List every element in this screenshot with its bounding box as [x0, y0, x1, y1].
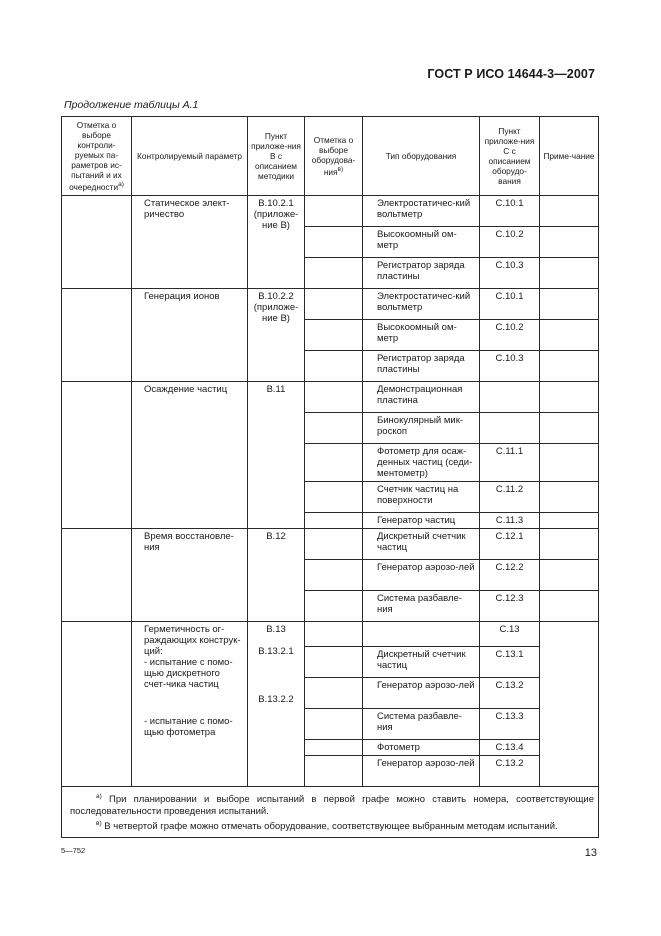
hermetic-sub2-method: В.13.2.2 — [258, 694, 294, 705]
note-cell — [540, 320, 599, 351]
equipment-selection-cell — [305, 513, 363, 529]
equipment-type-cell: Регистратор заряда пластины — [363, 351, 480, 382]
equipment-table — [61, 116, 599, 838]
footnotes-cell — [62, 787, 599, 838]
note-cell — [540, 529, 599, 560]
method-cell: В.10.2.2 (приложе-ние В) — [248, 289, 305, 382]
equipment-selection-cell — [305, 529, 363, 560]
equipment-type-cell: Электростатичес-кий вольтметр — [363, 289, 480, 320]
note-cell — [540, 482, 599, 513]
equipment-type-cell: Фотометр для осаж-денных частиц (седи-ментометр) — [363, 444, 480, 482]
note-cell — [540, 513, 599, 529]
equipment-selection-cell — [305, 351, 363, 382]
hermetic-param-main: Герметичность ог-раждающих конструк-ций: — [144, 624, 241, 657]
method-cell — [248, 622, 305, 787]
equipment-ref-cell — [480, 382, 540, 413]
hermetic-sub1-label: - испытание с помо-щью дискретного счет-чика частиц — [144, 657, 233, 690]
equipment-ref-cell: С.12.3 — [480, 591, 540, 622]
print-code: 5—752 — [61, 846, 86, 855]
equipment-ref-cell: С.10.3 — [480, 258, 540, 289]
selection-cell — [62, 289, 132, 382]
parameter-cell: Статическое элект-ричество — [132, 196, 248, 289]
equipment-ref-cell: С.10.1 — [480, 196, 540, 227]
parameter-cell: Время восстановле-ния — [132, 529, 248, 622]
method-cell: В.11 — [248, 382, 305, 529]
col-header-equipment-selection: Отметка о выборе оборудова-ния$^{в)}$ — [305, 117, 363, 196]
note-cell — [540, 196, 599, 227]
hermetic-sub2-label: - испытание с помо-щью фотометра — [144, 716, 233, 738]
equipment-selection-cell — [305, 709, 363, 740]
equipment-type-cell: Дискретный счетчик частиц — [363, 647, 480, 678]
note-cell — [540, 591, 599, 622]
equipment-type-cell: Система разбавле-ния — [363, 709, 480, 740]
method-cell: В.10.2.1 (приложе-ние В) — [248, 196, 305, 289]
table-row — [62, 196, 599, 227]
equipment-type-cell: Высокоомный ом-метр — [363, 227, 480, 258]
selection-cell — [62, 196, 132, 289]
equipment-ref-cell — [480, 413, 540, 444]
note-cell — [540, 622, 599, 787]
equipment-ref-cell: С.10.1 — [480, 289, 540, 320]
table-row — [62, 289, 599, 320]
equipment-ref-cell: С.11.2 — [480, 482, 540, 513]
equipment-type-cell: Генератор аэрозо-лей — [363, 560, 480, 591]
page-number: 13 — [584, 847, 597, 859]
col-header-method: Пункт приложе-ния В с описанием методики — [248, 117, 305, 196]
table-row — [62, 622, 599, 647]
equipment-selection-cell — [305, 196, 363, 227]
col-header-parameter: Контролируемый параметр — [132, 117, 248, 196]
equipment-selection-cell — [305, 382, 363, 413]
equipment-type-cell: Дискретный счетчик частиц — [363, 529, 480, 560]
parameter-cell — [132, 622, 248, 787]
equipment-ref-cell: С.11.3 — [480, 513, 540, 529]
equipment-ref-cell: С.13.3 — [480, 709, 540, 740]
table-row — [62, 382, 599, 413]
col-header-note: Приме-чание — [540, 117, 599, 196]
equipment-ref-cell: С.13.2 — [480, 678, 540, 709]
equipment-ref-cell: С.12.2 — [480, 560, 540, 591]
equipment-ref-cell: С.10.2 — [480, 320, 540, 351]
selection-cell — [62, 382, 132, 529]
equipment-type-cell: Генератор частиц — [363, 513, 480, 529]
col-header-selection: Отметка о выборе контроли-руемых па-раметров ис-пытаний и их очередности$^{а)}$ — [62, 117, 132, 196]
method-cell: В.12 — [248, 529, 305, 622]
note-cell — [540, 258, 599, 289]
equipment-type-cell: Система разбавле-ния — [363, 591, 480, 622]
note-cell — [540, 560, 599, 591]
equipment-selection-cell — [305, 622, 363, 647]
selection-cell — [62, 622, 132, 787]
parameter-cell: Осаждение частиц — [132, 382, 248, 529]
equipment-selection-cell — [305, 227, 363, 258]
equipment-selection-cell — [305, 591, 363, 622]
parameter-cell: Генерация ионов — [132, 289, 248, 382]
note-cell — [540, 227, 599, 258]
equipment-selection-cell — [305, 740, 363, 756]
equipment-type-cell: Счетчик частиц на поверхности — [363, 482, 480, 513]
equipment-table-container — [61, 116, 599, 838]
note-cell — [540, 289, 599, 320]
note-cell — [540, 413, 599, 444]
equipment-type-cell — [363, 622, 480, 647]
equipment-selection-cell — [305, 258, 363, 289]
document-header: ГОСТ Р ИСО 14644-3—2007 — [427, 67, 595, 81]
equipment-selection-cell — [305, 413, 363, 444]
equipment-selection-cell — [305, 289, 363, 320]
equipment-ref-cell: С.13 — [480, 622, 540, 647]
equipment-selection-cell — [305, 647, 363, 678]
equipment-type-cell: Высокоомный ом-метр — [363, 320, 480, 351]
equipment-selection-cell — [305, 678, 363, 709]
equipment-type-cell: Генератор аэрозо-лей — [363, 678, 480, 709]
equipment-ref-cell: С.12.1 — [480, 529, 540, 560]
footnote-a: $^{а)}$ При планировании и выборе испытаний в первой графе можно ставить номера, соответствующие последовательности проведения испытаний. — [70, 793, 595, 818]
equipment-selection-cell — [305, 756, 363, 787]
col-header-equipment-type: Тип оборудования — [363, 117, 480, 196]
equipment-type-cell: Регистратор заряда пластины — [363, 258, 480, 289]
table-caption: Продолжение таблицы А.1 — [64, 99, 199, 111]
footnote-b: $^{в)}$ В четвертой графе можно отмечать оборудование, соответствующее выбранным методам испытаний. — [96, 820, 558, 833]
equipment-type-cell: Электростатичес-кий вольтметр — [363, 196, 480, 227]
equipment-selection-cell — [305, 444, 363, 482]
table-footnotes-row — [62, 787, 599, 838]
equipment-ref-cell: С.10.3 — [480, 351, 540, 382]
equipment-ref-cell: С.10.2 — [480, 227, 540, 258]
equipment-type-cell: Генератор аэрозо-лей — [363, 756, 480, 787]
equipment-ref-cell: С.13.1 — [480, 647, 540, 678]
hermetic-method-main: В.13 — [266, 624, 286, 635]
table-header-row — [62, 117, 599, 196]
table-row — [62, 529, 599, 560]
equipment-selection-cell — [305, 320, 363, 351]
hermetic-sub1-method: В.13.2.1 — [258, 646, 294, 657]
note-cell — [540, 444, 599, 482]
equipment-selection-cell — [305, 482, 363, 513]
note-cell — [540, 351, 599, 382]
selection-cell — [62, 529, 132, 622]
equipment-ref-cell: С.11.1 — [480, 444, 540, 482]
equipment-ref-cell: С.13.2 — [480, 756, 540, 787]
equipment-type-cell: Демонстрационная пластина — [363, 382, 480, 413]
equipment-selection-cell — [305, 560, 363, 591]
equipment-type-cell: Бинокулярный мик-роскоп — [363, 413, 480, 444]
col-header-equipment-ref: Пункт приложе-ния С с описанием оборудо-вания — [480, 117, 540, 196]
equipment-ref-cell: С.13.4 — [480, 740, 540, 756]
note-cell — [540, 382, 599, 413]
equipment-type-cell: Фотометр — [363, 740, 480, 756]
